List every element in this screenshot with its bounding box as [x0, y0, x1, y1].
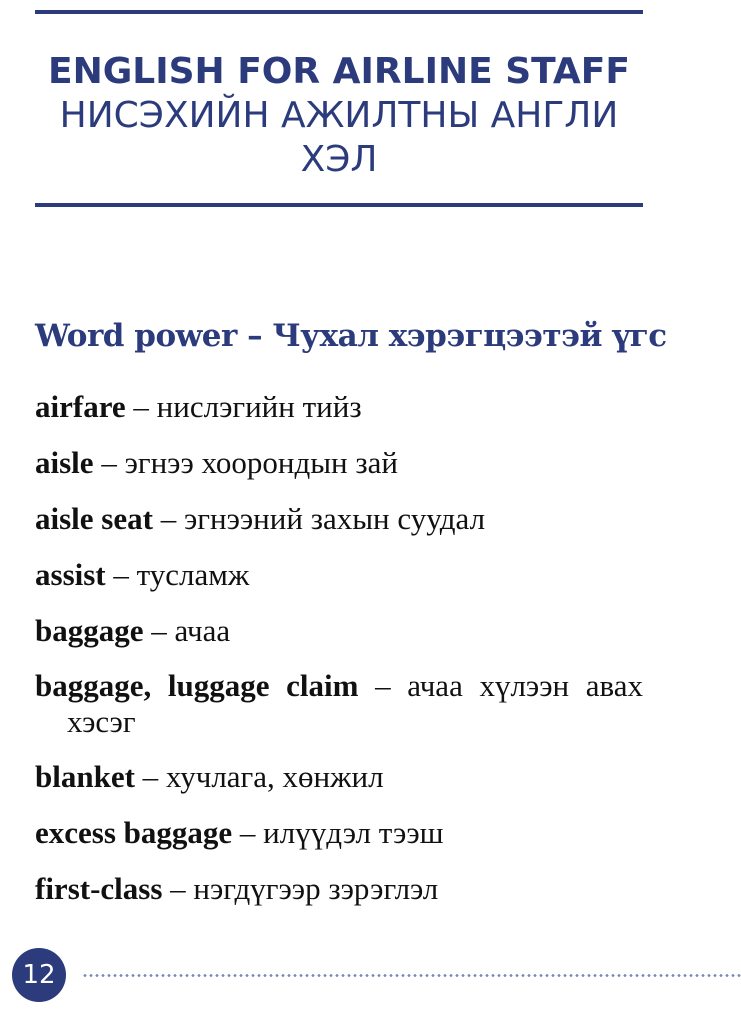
vocabulary-entry [35, 668, 643, 740]
dotted-divider [82, 974, 741, 977]
vocabulary-entry [35, 500, 643, 538]
entry-term: baggage, luggage claim [35, 668, 359, 703]
entry-definition: ачаа хүлээн авах хэсэг [67, 668, 644, 739]
entry-term: aisle seat [35, 501, 153, 536]
entry-term: aisle [35, 445, 94, 480]
entry-definition: нислэгийн тийз [156, 389, 362, 424]
entry-definition: эгнээний захын суудал [183, 501, 486, 536]
entry-term: airfare [35, 389, 126, 424]
entry-separator: – [152, 501, 184, 536]
entry-term: excess baggage [35, 815, 233, 850]
entry-separator: – [143, 613, 175, 648]
vocabulary-entry [35, 444, 643, 482]
bottom-rule [35, 203, 643, 207]
entry-definition: эгнээ хоорондын зай [124, 445, 398, 480]
vocabulary-entry [35, 612, 643, 650]
entry-separator: – [358, 668, 408, 703]
vocabulary-entry [35, 556, 643, 594]
page-title-english: ENGLISH FOR AIRLINE STAFF [48, 51, 630, 92]
entry-separator: – [93, 445, 125, 480]
entry-definition: ачаа [174, 613, 231, 648]
page-number-badge: 12 [12, 948, 66, 1002]
entry-separator: – [162, 871, 194, 906]
entry-separator: – [105, 557, 137, 592]
top-rule [35, 10, 643, 14]
entry-separator: – [125, 389, 157, 424]
vocabulary-entry [35, 758, 643, 796]
section-heading: Word power – Чухал хэрэгцээтэй үгс [35, 318, 667, 354]
entry-definition: тусламж [136, 557, 250, 592]
entry-term: first-class [35, 871, 163, 906]
page-footer [12, 948, 741, 1002]
entry-definition: нэгдүгээр зэрэглэл [193, 871, 439, 906]
entry-term: assist [35, 557, 106, 592]
entry-term: baggage [35, 613, 144, 648]
entry-definition: илүүдэл тээш [263, 815, 444, 850]
vocabulary-list [35, 388, 643, 926]
vocabulary-entry [35, 870, 643, 908]
vocabulary-entry [35, 814, 643, 852]
page-title-mongolian: НИСЭХИЙН АЖИЛТНЫ АНГЛИ ХЭЛ [59, 95, 619, 180]
title-block [35, 50, 643, 182]
entry-separator: – [134, 759, 166, 794]
entry-definition: хучлага, хөнжил [165, 759, 384, 794]
entry-separator: – [232, 815, 264, 850]
vocabulary-entry [35, 388, 643, 426]
entry-term: blanket [35, 759, 135, 794]
